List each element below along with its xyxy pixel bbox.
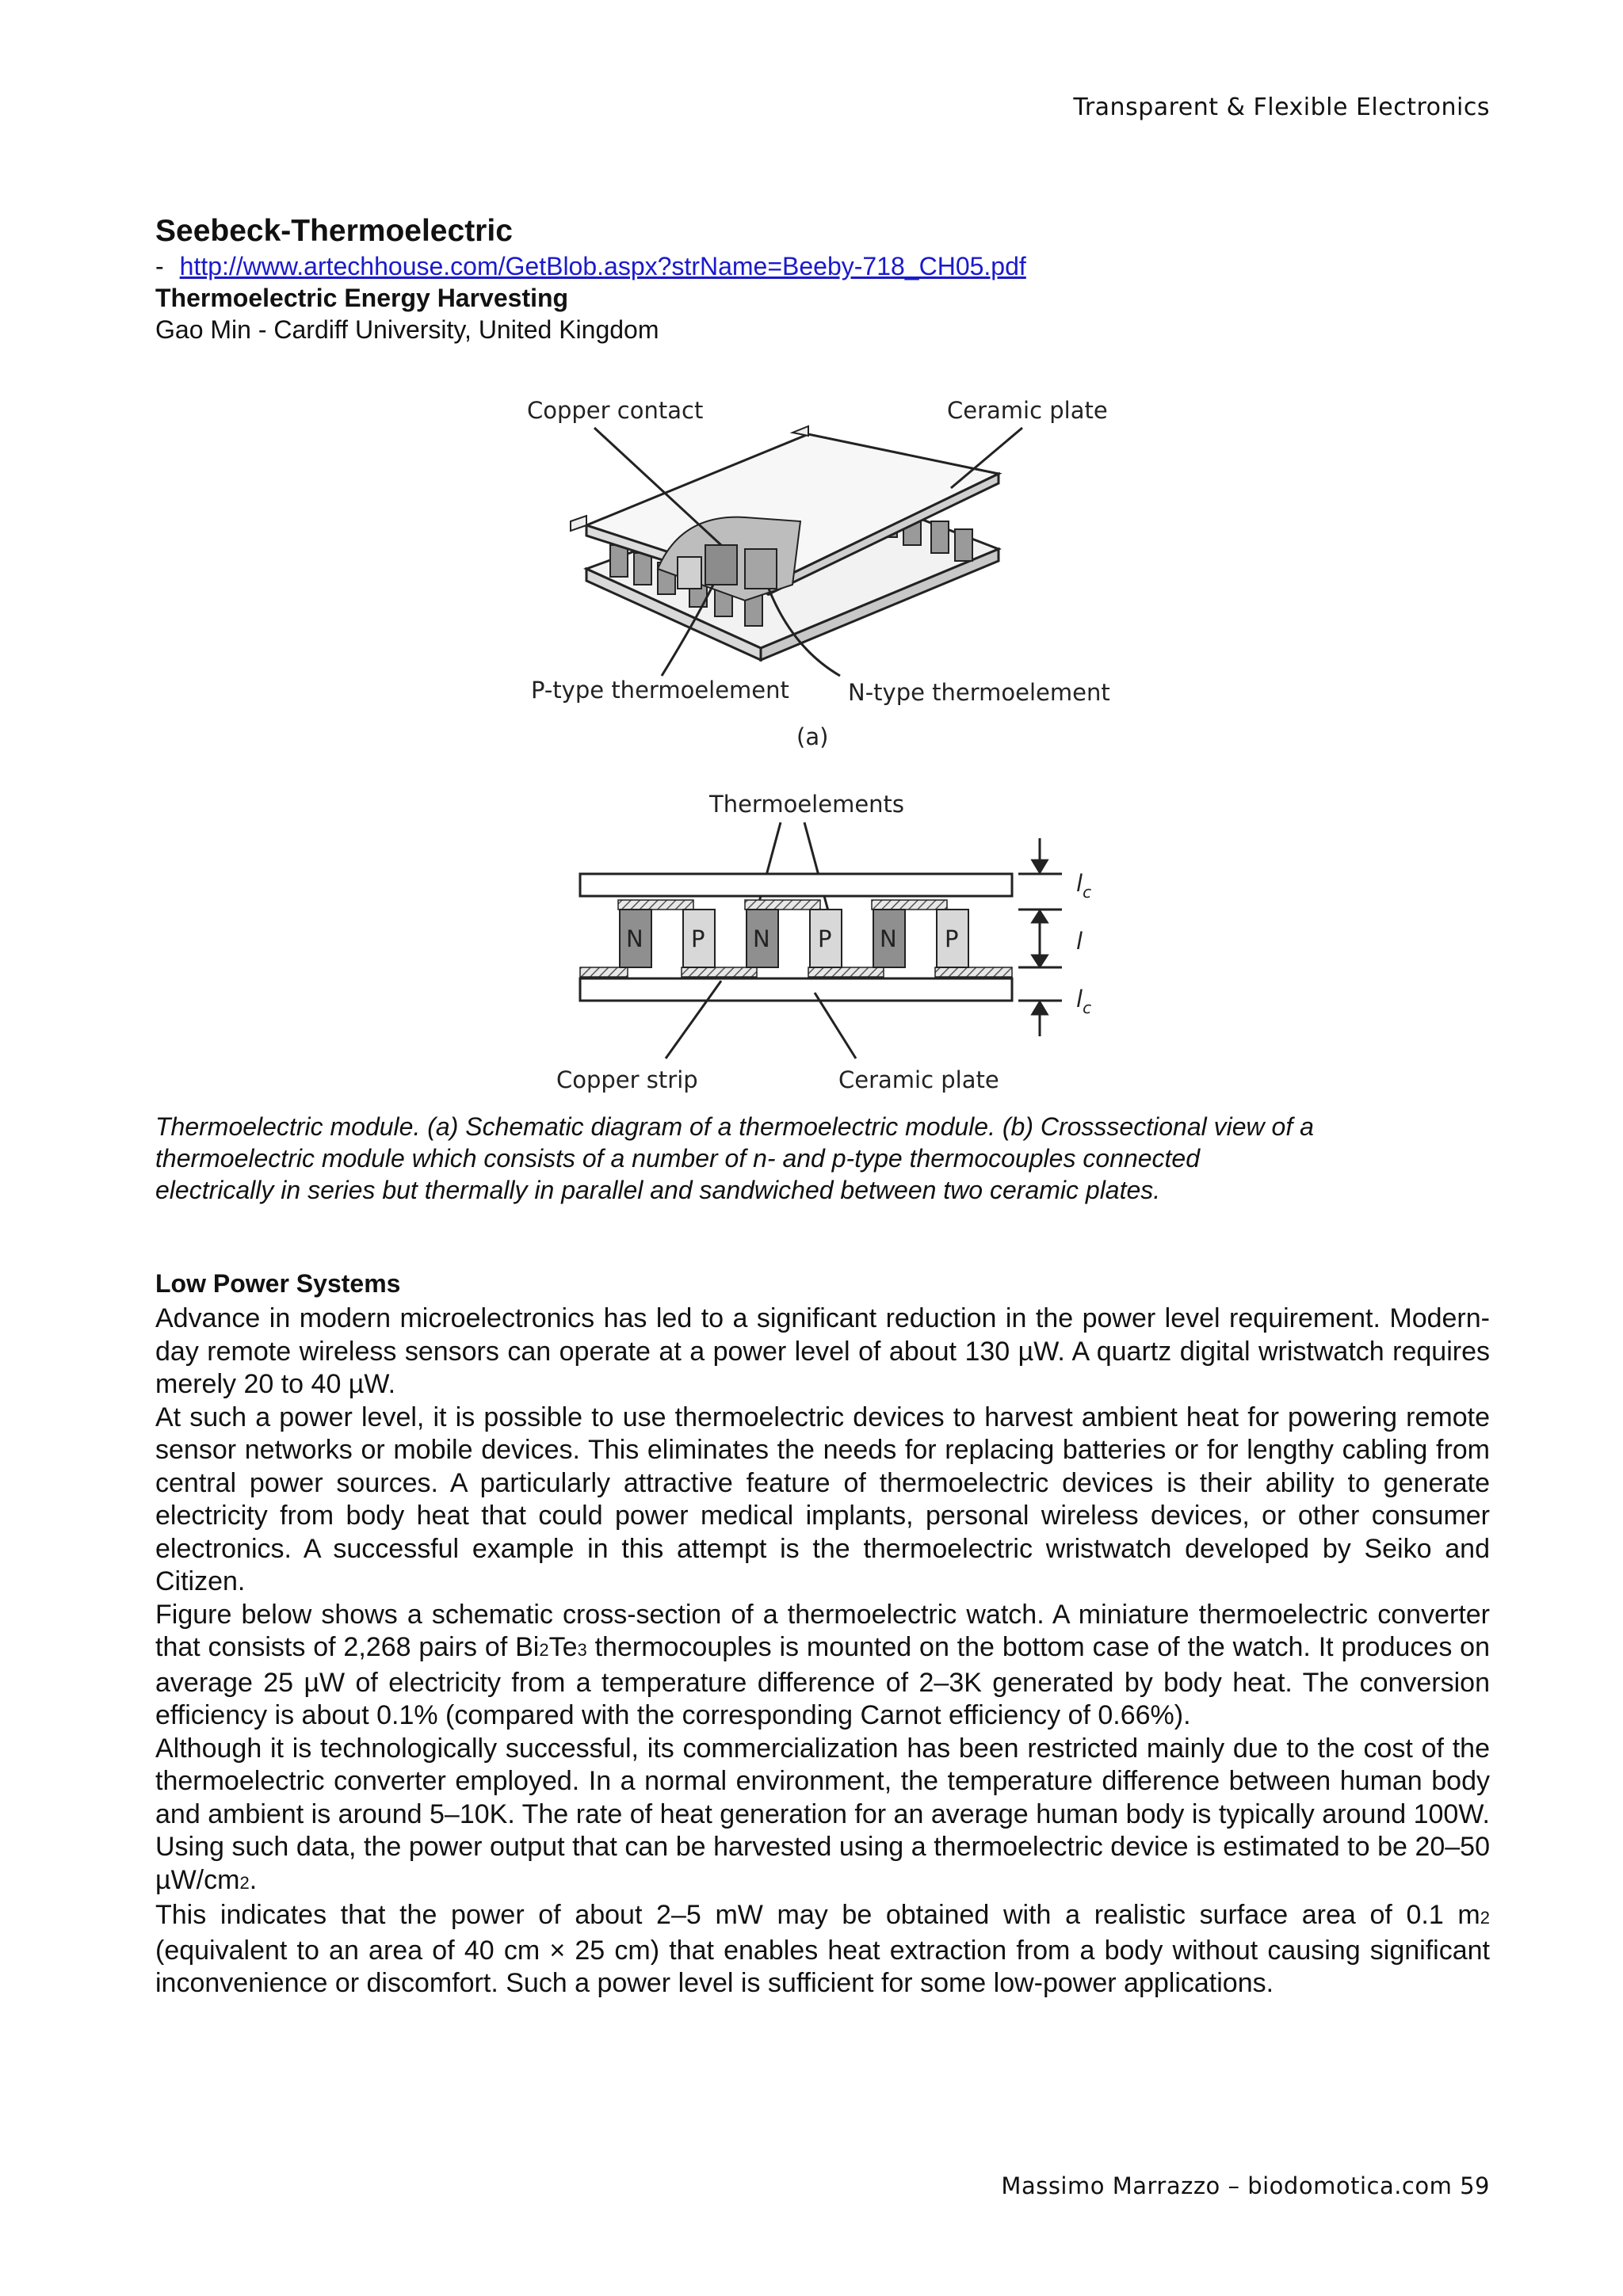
leg-label: P: [691, 925, 705, 952]
paragraph: This indicates that the power of about 2–5 mW may be obtained with a realistic surface area of 0.1 m2 (equivalent to an area of 40 cm × 25 cm) that enables heat extraction from a body without causing significant inconvenience or discomfort. Such a power level is sufficient for some low-power applications.: [155, 1900, 1490, 1998]
link-bullet: -: [155, 252, 164, 280]
label-p-type-thermoelement: P-type thermoelement: [531, 677, 789, 704]
thermoelectric-module-figure: [507, 387, 1157, 1100]
leg-label: P: [945, 925, 959, 952]
paragraph: Figure below shows a schematic cross-section of a thermoelectric watch. A miniature thermoelectric converter that consists of 2,268 pairs of Bi2Te3 thermocouples is mounted on the bottom case of the watch. It produces on average 25 µW of electricity from a temperature difference of 2–3K generated by body heat. The conversion efficiency is about 0.1% (compared with the corresponding Carnot efficiency of 0.66%).: [155, 1599, 1490, 1730]
article-subtitle: Thermoelectric Energy Harvesting: [155, 284, 569, 312]
page-title: Seebeck-Thermoelectric: [155, 214, 513, 248]
section-low-power-systems: [155, 1268, 1490, 2000]
label-ceramic-plate-top: Ceramic plate: [947, 397, 1108, 424]
running-header: Transparent & Flexible Electronics: [1073, 93, 1490, 121]
dimension-arrows: [1018, 838, 1062, 1036]
leg-label: P: [818, 925, 832, 952]
article-heading-block: [155, 212, 1490, 345]
label-copper-contact: Copper contact: [527, 397, 704, 424]
label-panel-a: (a): [796, 723, 829, 750]
leg-label: N: [626, 925, 643, 952]
label-l-mid: l: [1076, 928, 1083, 955]
paragraph: At such a power level, it is possible to use thermoelectric devices to harvest ambient heat for powering remote sensor networks or mobile devices. This eliminates the needs for replacing batteries or for lengthy cabling from central power sources. A particularly attractive feature of thermoelectric devices is their ability to generate electricity from body heat that could power medical implants, personal wireless devices, or other consumer electronics. A successful example in this attempt is the thermoelectric wristwatch developed by Seiko and Citizen.: [155, 1402, 1490, 1596]
label-lc-top: $l_c$: [1076, 870, 1092, 902]
label-copper-strip: Copper strip: [556, 1066, 698, 1093]
label-n-type-thermoelement: N-type thermoelement: [848, 679, 1110, 706]
module-3d-drawing: [571, 426, 999, 660]
leg-label: N: [880, 925, 897, 952]
author-line: Gao Min - Cardiff University, United Kingdom: [155, 315, 659, 344]
label-thermoelements: Thermoelements: [709, 791, 905, 818]
leg-label: N: [753, 925, 770, 952]
label-lc-bottom: $l_c$: [1076, 986, 1092, 1017]
source-link-line: [155, 250, 1490, 282]
paragraph: Although it is technologically successful, its commercialization has been restricted mainly due to the cost of the thermoelectric converter employed. In a normal environment, the temperature difference between human body and ambient is around 5–10K. The rate of heat generation for an average human body is typically around 100W. Using such data, the power output that can be harvested using a thermoelectric device is estimated to be 20–50 µW/cm2.: [155, 1733, 1490, 1895]
page-footer: Massimo Marrazzo – biodomotica.com 59: [1001, 2172, 1490, 2199]
label-ceramic-plate-bottom: Ceramic plate: [838, 1066, 999, 1093]
source-link[interactable]: http://www.artechhouse.com/GetBlob.aspx?strName=Beeby-718_CH05.pdf: [179, 252, 1026, 280]
section-title: Low Power Systems: [155, 1269, 401, 1298]
paragraph: Advance in modern microelectronics has led to a significant reduction in the power level requirement. Modern-day remote wireless sensors can operate at a power level of about 130 µW. A quartz digital wristwatch requires merely 20 to 40 µW.: [155, 1303, 1490, 1399]
figure-caption: Thermoelectric module. (a) Schematic diagram of a thermoelectric module. (b) Crosssectional view of a thermoelectric module which consists of a number of n- and p-type thermocouples connected electrically in series but thermally in parallel and sandwiched between two ceramic plates.: [155, 1112, 1314, 1204]
